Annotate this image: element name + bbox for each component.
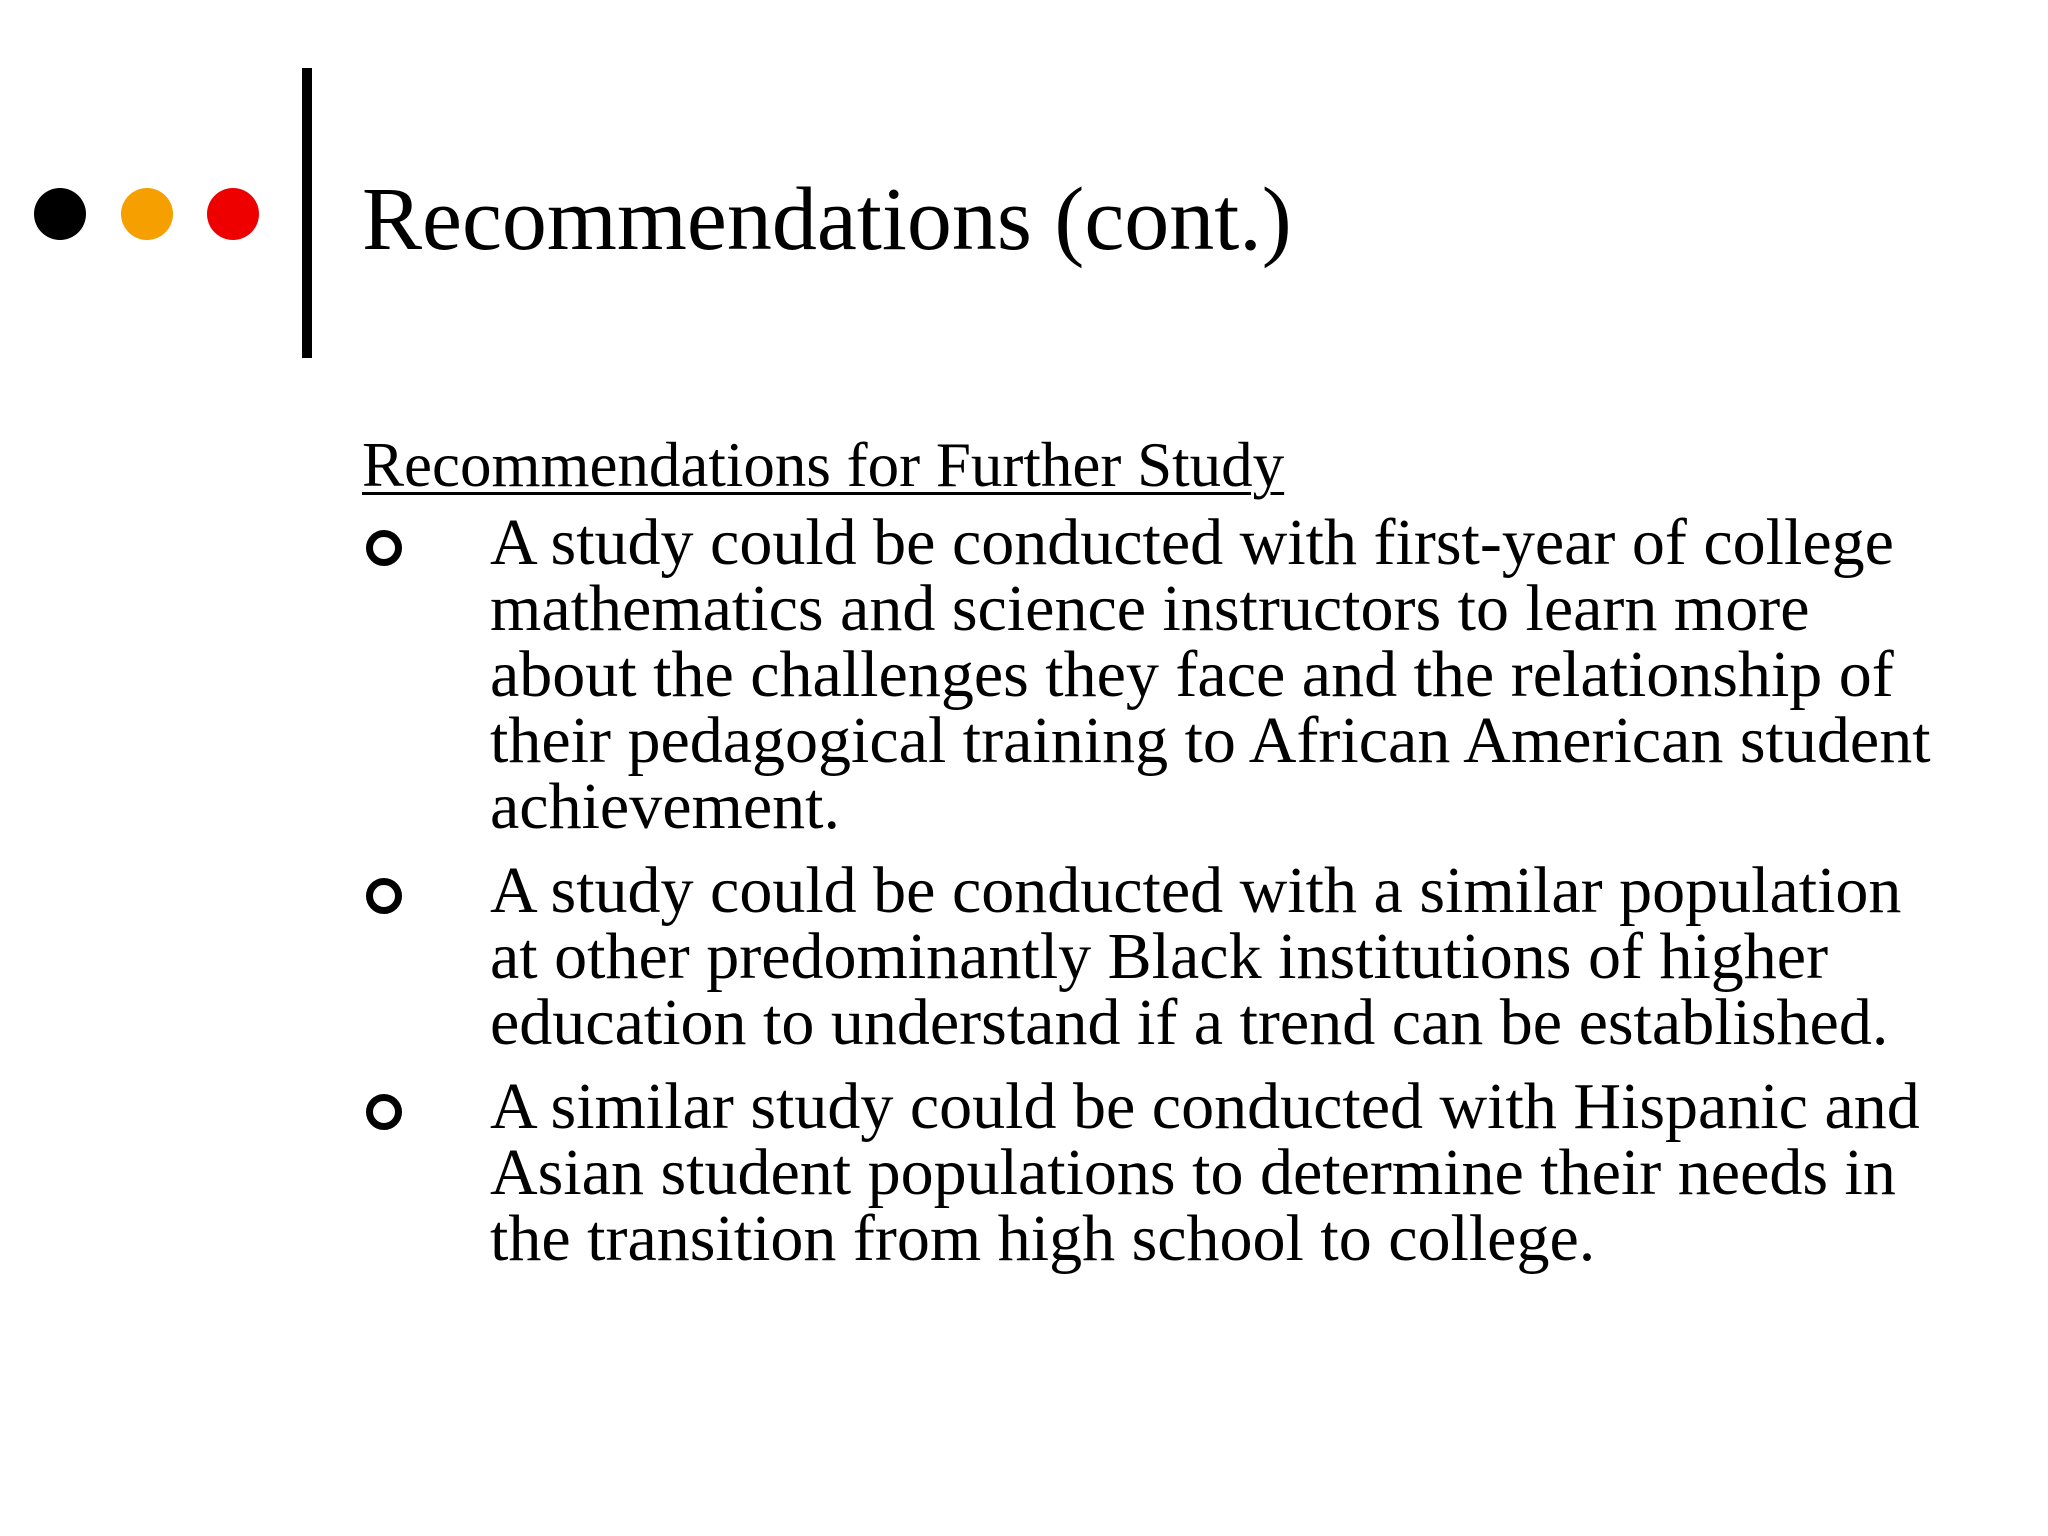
- hollow-circle-bullet-icon: [366, 530, 402, 566]
- list-item: [362, 506, 1962, 843]
- list-item: [362, 854, 1962, 1059]
- orange-dot-decoration: [121, 188, 173, 240]
- bullet-list: [362, 506, 1962, 1275]
- hollow-circle-bullet-icon: [366, 878, 402, 914]
- red-dot-decoration: [207, 188, 259, 240]
- section-heading: Recommendations for Further Study: [362, 430, 1285, 500]
- hollow-circle-bullet-icon: [366, 1094, 402, 1130]
- bullet-text: A study could be conducted with first-year of college mathematics and science instructors to learn more about the challenges they face and the relationship of their pedagogical training to African American student achievement.: [490, 506, 1931, 843]
- black-dot-decoration: [34, 188, 86, 240]
- slide-title: Recommendations (cont.): [362, 170, 1292, 269]
- bullet-text: A study could be conducted with a similar population at other predominantly Black institutions of higher education to understand if a trend can be established.: [490, 854, 1902, 1059]
- slide-content: [362, 430, 1962, 1290]
- title-divider-line: [302, 68, 312, 358]
- bullet-text: A similar study could be conducted with Hispanic and Asian student populations to determine their needs in the transition from high school to college.: [490, 1070, 1920, 1275]
- list-item: [362, 1070, 1962, 1275]
